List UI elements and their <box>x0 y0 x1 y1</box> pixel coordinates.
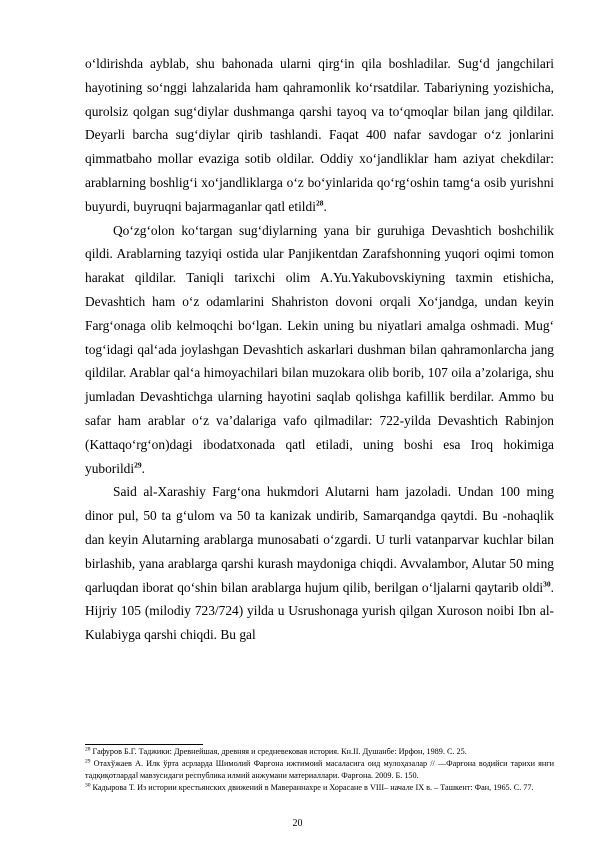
paragraph-text: Said al-Xarashiy Farg‘ona hukmdori Alutarni ham jazoladi. Undan 100 ming dinor pul, 50 ta g‘ulom va 50 ta kanizak undirib, Samarqandga qaytdi. Bu -nohaqlik dan keyin Alutarning arablarga munosabati o‘zgardi. U turli vatanparvar kuchlar bilan birlashib, yana arablarga qarshi kurash maydoniga chiqdi. Avvalambor, Alutar 50 ming qarluqdan iborat qo‘shin bilan arablarga hujum qilib, berilgan o‘ljalarni qaytarib oldi <box>85 484 554 595</box>
footnote-text: Отахўжаев А. Илк ўрта асрларда Шимолий Фарғона ижтимоий масаласига оид мулоҳазалар // ―Фарғона водийси тарихи янги тадқиқотларда‖ мавзусидаги республика илмий анжумани материаллари. Фарғона. 2009. Б. 150. <box>85 759 555 780</box>
paragraph-1 <box>85 52 554 219</box>
paragraph-tail: . Hijriy 105 (milodiy 723/724) yilda u Usrushonaga yurish qilgan Xuroson noibi Ibn al-Kulabiyga qarshi chiqdi. Bu gal <box>85 579 554 643</box>
footnote-ref: 29 <box>134 460 142 470</box>
main-text <box>85 52 554 647</box>
footnote-number: 29 <box>85 758 91 765</box>
footnote-ref: 28 <box>315 198 324 208</box>
paragraph-3 <box>85 480 554 647</box>
paragraph-tail: . <box>141 460 145 476</box>
footnote-divider <box>85 744 203 745</box>
paragraph-text: Qo‘zg‘olon ko‘targan sug‘diylarning yana bir guruhiga Devashtich boshchilik qildi. Arablarning tazyiqi ostida ular Panjikentdan Zarafshonning yuqori oqimi tomon harakat qildilar. Taniqli tarixchi olim A.Yu.Yakubovskiyning taxmin etishicha, Devashtich ham o‘z odamlarini Shahriston dovoni orqali Xo‘jandga, undan keyin Farg‘onaga olib kelmoqchi bo‘lgan. Lekin uning bu niyatlari amalga oshmadi. Mug‘ tog‘idagi qal‘ada joylashgan Devashtich askarlari dushman bilan qahramonlarcha jang qildilar. Arablar qal‘a himoyachilari bilan muzokara olib borib, 107 oila a’zolariga, shu jumladan Devashtichga ularning hayotini saqlab qolishga kafillik berdilar. Ammo bu safar ham arablar o‘z va’dalariga vafo qilmadilar: 722-yilda Devashtich Rabinjon (Kattaqo‘rg‘on)dagi ibodatxonada qatl etiladi, uning boshi esa Iroq hokimiga yuborildi <box>85 222 554 476</box>
footnote-text: Гафуров Б.Г. Таджики: Древнейшая, древняя и средневековая история. Кн.II. Душанбе: Ирфон, 1989. С. 25. <box>92 747 467 756</box>
footnote-29 <box>85 758 554 781</box>
footnotes <box>85 746 554 795</box>
footnote-ref: 30 <box>543 579 551 589</box>
paragraph-tail: . <box>323 198 327 214</box>
paragraph-text: o‘ldirishda ayblab, shu bahonada ularni qirg‘in qila boshladilar. Sug‘d jangchilari hayotining so‘nggi lahzalarida ham qahramonlik ko‘rsatdilar. Tabariyning yozishicha, qurolsiz qolgan sug‘diylar dushmanga qarshi tayoq va to‘qmoqlar bilan jang qildilar. Deyarli barcha sug‘diylar qirib tashlandi. Faqat 400 nafar savdogar o‘z jonlarini qimmatbaho mollar evaziga sotib oldilar. Oddiy xo‘jandliklar ham aziyat chekdilar: arablarning boshlig‘i xo‘jandliklarga o‘z bo‘yinlarida qo‘rg‘oshin tamg‘a osib yurishni buyurdi, buyruqni bajarmaganlar qatl etildi <box>85 56 554 214</box>
footnote-number: 28 <box>85 746 91 753</box>
footnote-28 <box>85 746 554 757</box>
footnote-30 <box>85 782 554 793</box>
footnote-number: 30 <box>85 782 91 789</box>
page-number: 20 <box>292 818 303 829</box>
footnote-text: Кадырова Т. Из истории крестьянских движений в Мавераннахре и Хорасане в VIII– начале IX в. – Ташкент: Фан, 1965. С. 77. <box>92 783 534 793</box>
paragraph-2 <box>85 219 554 481</box>
